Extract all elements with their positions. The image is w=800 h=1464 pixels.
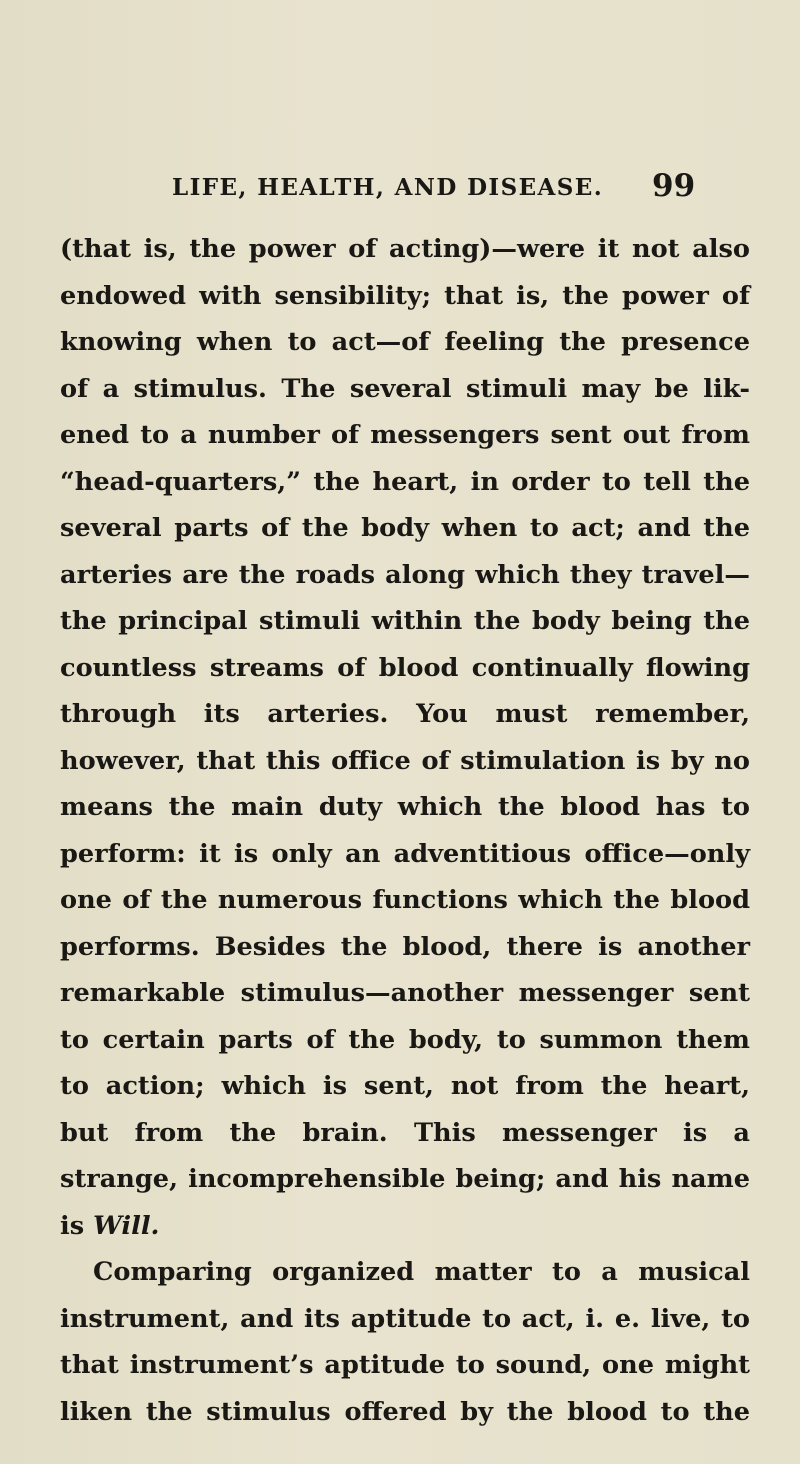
text-line: endowed with sensibility; that is, the power of — [60, 280, 750, 311]
text-line-will — [60, 1203, 750, 1250]
body-text — [60, 226, 750, 1435]
text-line: of a stimulus. The several stimuli may be lik- — [60, 373, 750, 404]
text-line: strange, incomprehensible being; and his name — [60, 1164, 750, 1194]
text-line: however, that this office of stimulation is by no — [60, 745, 750, 776]
text-line: through its arteries. You must remember, — [60, 699, 750, 729]
text-line: that instrument’s aptitude to sound, one might — [60, 1350, 750, 1380]
running-title: LIFE, HEALTH, AND DISEASE. — [172, 174, 604, 201]
text-line: the principal stimuli within the body being the — [60, 606, 750, 636]
text-line: means the main duty which the blood has to — [60, 792, 750, 822]
text-line: arteries are the roads along which they travel— — [60, 559, 750, 590]
paragraph-start-line: Comparing organized matter to a musical — [93, 1257, 750, 1287]
text-line: one of the numerous functions which the blood — [60, 885, 750, 915]
text-line: instrument, and its aptitude to act, i. e. live, to — [60, 1303, 750, 1334]
will-emphasis: Will. — [93, 1210, 160, 1241]
text-line: but from the brain. This messenger is a — [60, 1117, 750, 1148]
page-header — [172, 168, 732, 208]
text-line: perform: it is only an adventitious office—only — [60, 838, 750, 869]
text-line: several parts of the body when to act; and the — [60, 513, 750, 543]
text-line: ened to a number of messengers sent out from — [60, 420, 750, 450]
text-line: (that is, the power of acting)—were it not also — [60, 234, 750, 264]
text-line: liken the stimulus offered by the blood to the — [60, 1396, 750, 1427]
will-line-prefix: is — [60, 1210, 85, 1241]
text-line: knowing when to act—of feeling the presence — [60, 327, 750, 357]
text-line: to action; which is sent, not from the heart, — [60, 1071, 750, 1101]
text-line: performs. Besides the blood, there is another — [60, 931, 750, 962]
text-line: countless streams of blood continually flowing — [60, 652, 750, 683]
page-number: 99 — [652, 168, 696, 204]
text-line: remarkable stimulus—another messenger sent — [60, 978, 750, 1008]
text-line: “head-quarters,” the heart, in order to tell the — [60, 466, 750, 497]
text-line: to certain parts of the body, to summon them — [60, 1024, 750, 1055]
